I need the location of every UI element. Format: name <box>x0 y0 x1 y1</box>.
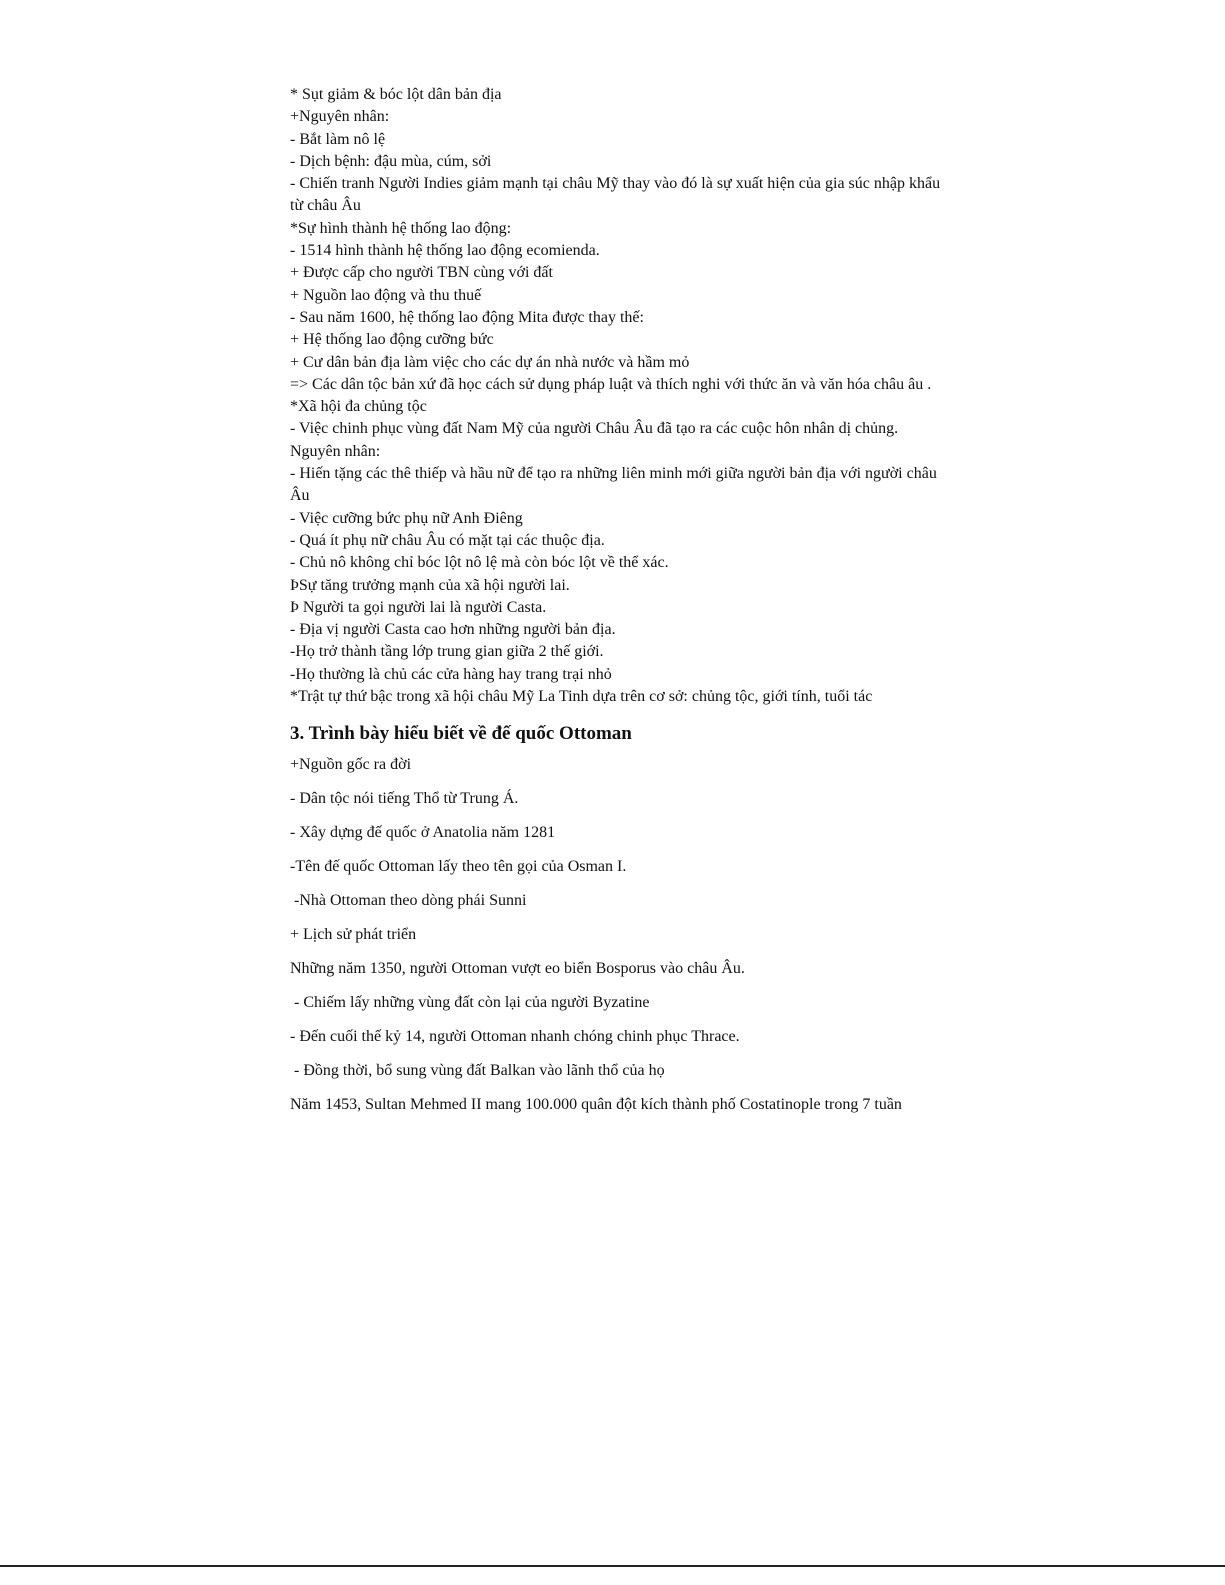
text-line: - Xây dựng đế quốc ở Anatolia năm 1281 <box>290 824 556 842</box>
text-line: => Các dân tộc bản xứ đã học cách sử dụng pháp luật và thích nghi với thức ăn và văn hóa châu âu . <box>290 375 932 393</box>
text-line: + Hệ thống lao động cưỡng bức <box>290 331 494 349</box>
text-line: *Trật tự thứ bậc trong xã hội châu Mỹ La Tinh dựa trên cơ sở: chủng tộc, giới tính, tuổi tác <box>290 688 873 706</box>
text-line: - Dịch bệnh: đậu mùa, cúm, sởi <box>290 152 492 170</box>
text-line: - Hiến tặng các thê thiếp và hầu nữ để tạo ra những liên minh mới giữa người bản địa với người châu Âu <box>290 465 937 505</box>
text-line: - Chủ nô không chỉ bóc lột nô lệ mà còn bóc lột về thể xác. <box>290 554 669 572</box>
text-line: *Sự hình thành hệ thống lao động: <box>290 219 512 237</box>
text-line: - Dân tộc nói tiếng Thổ từ Trung Á. <box>290 790 519 808</box>
section-heading-ottoman: 3. Trình bày hiểu biết về đế quốc Ottoman <box>290 723 632 745</box>
text-line: - Chiến tranh Người Indies giảm mạnh tại châu Mỹ thay vào đó là sự xuất hiện của gia súc nhập khẩu từ châu Âu <box>290 175 941 215</box>
text-line: - Bắt làm nô lệ <box>290 130 386 148</box>
text-line: ÞSự tăng trưởng mạnh của xã hội người lai. <box>290 576 570 594</box>
text-line: *Xã hội đa chủng tộc <box>290 398 427 416</box>
text-line: + Cư dân bản địa làm việc cho các dự án nhà nước và hầm mỏ <box>290 353 690 371</box>
text-line: +Nguồn gốc ra đời <box>290 756 412 774</box>
text-line: Những năm 1350, người Ottoman vượt eo biển Bosporus vào châu Âu. <box>290 960 745 978</box>
text-line: - Địa vị người Casta cao hơn những người bản địa. <box>290 621 616 639</box>
text-line: -Họ thường là chủ các cửa hàng hay trang trại nhỏ <box>290 665 612 683</box>
text-line: + Lịch sử phát triển <box>290 926 417 944</box>
text-line: - Việc cưỡng bức phụ nữ Anh Điêng <box>290 509 523 527</box>
section-ottoman-notes <box>290 754 950 1116</box>
text-line: - Sau năm 1600, hệ thống lao động Mita được thay thế: <box>290 308 644 326</box>
text-line: Năm 1453, Sultan Mehmed II mang 100.000 quân đột kích thành phố Costatinople trong 7 tuần <box>290 1096 902 1114</box>
text-line: + Được cấp cho người TBN cùng với đất <box>290 264 553 282</box>
text-line: + Nguồn lao động và thu thuế <box>290 286 482 304</box>
document-page <box>290 84 950 1116</box>
text-line: - Quá ít phụ nữ châu Âu có mặt tại các thuộc địa. <box>290 531 605 549</box>
text-line: - Đến cuối thế kỷ 14, người Ottoman nhanh chóng chinh phục Thrace. <box>290 1028 740 1046</box>
text-line: - 1514 hình thành hệ thống lao động ecomienda. <box>290 242 600 260</box>
text-line: - Chiếm lấy những vùng đất còn lại của người Byzatine <box>290 994 650 1012</box>
text-line: -Tên đế quốc Ottoman lấy theo tên gọi của Osman I. <box>290 858 627 876</box>
text-line: -Họ trở thành tầng lớp trung gian giữa 2 thế giới. <box>290 643 604 661</box>
text-line: +Nguyên nhân: <box>290 108 390 126</box>
text-line: -Nhà Ottoman theo dòng phái Sunni <box>290 892 527 910</box>
text-line: - Đồng thời, bổ sung vùng đất Balkan vào lãnh thổ của họ <box>290 1062 665 1080</box>
section-latin-america-notes <box>290 84 950 708</box>
text-line: * Sụt giảm & bóc lột dân bản địa <box>290 86 502 103</box>
text-line: - Việc chinh phục vùng đất Nam Mỹ của người Châu Âu đã tạo ra các cuộc hôn nhân dị chủng. Nguyên nhân: <box>290 420 899 460</box>
text-line: Þ Người ta gọi người lai là người Casta. <box>290 598 547 616</box>
page-bottom-border <box>0 1565 1225 1567</box>
